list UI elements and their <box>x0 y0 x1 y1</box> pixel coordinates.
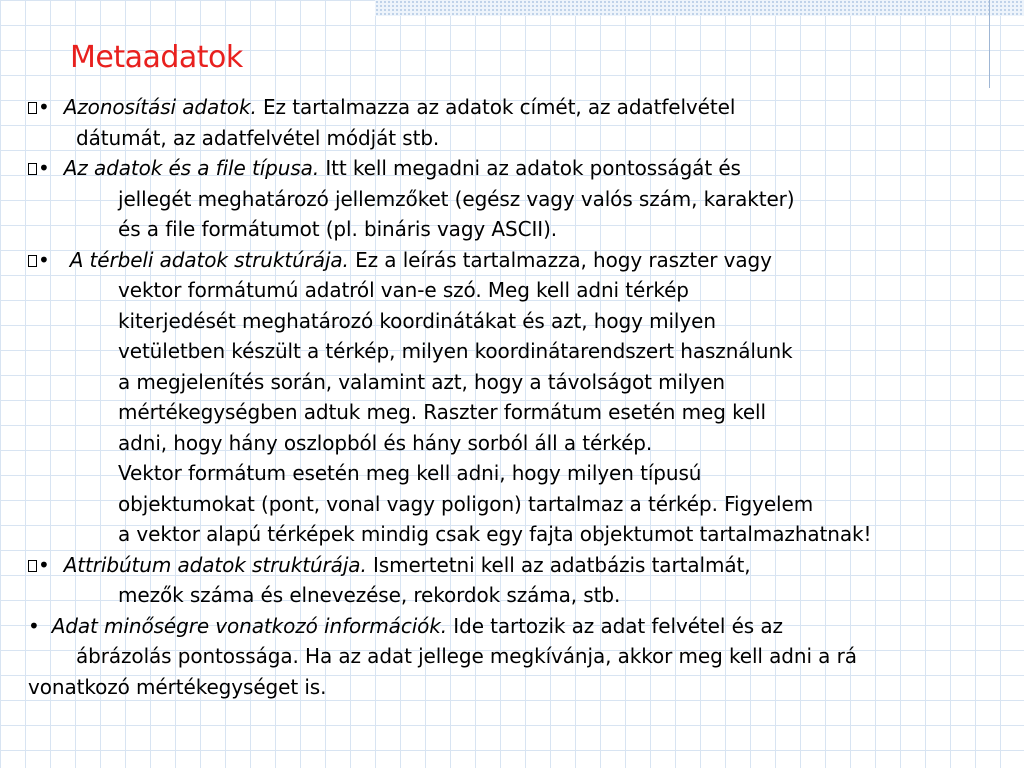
bullet-first-line <box>28 550 998 581</box>
bullet-attribute-structure <box>28 550 998 611</box>
bullet-continuation: kiterjedését meghatározó koordinátákat és azt, hogy milyen <box>118 308 716 333</box>
missing-glyph-icon <box>28 255 37 267</box>
bullet-dot: • <box>38 95 50 119</box>
bullet-text: Ide tartozik az adat felvétel és az <box>447 613 783 638</box>
bullet-heading: A térbeli adatok struktúrája. <box>69 247 349 272</box>
bullet-text: Ez a leírás tartalmazza, hogy raszter vagy <box>348 247 772 272</box>
bullet-data-quality <box>28 611 998 703</box>
bullet-text: Ez tartalmazza az adatok címét, az adatfelvétel <box>256 95 736 119</box>
missing-glyph-icon <box>28 560 37 572</box>
bullet-dot: • <box>38 156 50 180</box>
bullet-continuation: vonatkozó mértékegységet is. <box>28 674 327 699</box>
bullet-heading: Az adatok és a file típusa. <box>63 156 320 180</box>
slide-title: Metaadatok <box>70 40 243 75</box>
bullet-continuation: mértékegységben adtuk meg. Raszter formátum esetén meg kell <box>118 400 766 424</box>
bullet-heading: Azonosítási adatok. <box>63 95 257 119</box>
bullet-continuation: objektumokat (pont, vonal vagy poligon) tartalmaz a térkép. Figyelem <box>118 491 814 516</box>
missing-glyph-icon <box>28 163 37 175</box>
bullet-dot: • <box>38 247 50 272</box>
slide-content <box>28 92 998 702</box>
bullet-continuation: vetületben készült a térkép, milyen koordinátarendszert használunk <box>118 339 793 363</box>
top-decorative-band <box>375 0 1024 16</box>
bullet-dot: • <box>38 552 50 577</box>
right-decorative-line <box>989 0 990 88</box>
bullet-continuation: és a file formátumot (pl. bináris vagy ASCII). <box>118 217 558 241</box>
bullet-heading: Adat minőségre vonatkozó információk. <box>51 613 448 638</box>
bullet-first-line <box>28 611 998 642</box>
bullet-continuation: jellegét meghatározó jellemzőket (egész vagy valós szám, karakter) <box>118 186 795 211</box>
bullet-first-line <box>28 245 998 276</box>
bullet-dot: • <box>28 613 40 638</box>
bullet-continuation: a megjelenítés során, valamint azt, hogy a távolságot milyen <box>118 369 725 394</box>
bullet-identification <box>28 92 998 153</box>
bullet-first-line <box>28 92 998 123</box>
missing-glyph-icon <box>28 102 37 114</box>
bullet-continuation: vektor formátumú adatról van-e szó. Meg kell adni térkép <box>118 278 689 302</box>
bullet-heading: Attribútum adatok struktúrája. <box>63 552 367 577</box>
bullet-text: Ismertetni kell az adatbázis tartalmát, <box>366 552 751 577</box>
bullet-continuation: adni, hogy hány oszlopból és hány sorból áll a térkép. <box>118 430 653 455</box>
bullet-continuation: a vektor alapú térképek mindig csak egy fajta objektumot tartalmazhatnak! <box>118 522 872 546</box>
bullet-text: Itt kell megadni az adatok pontosságát és <box>319 156 741 180</box>
bullet-data-and-file-type <box>28 153 998 245</box>
bullet-continuation: mezők száma és elnevezése, rekordok száma, stb. <box>118 583 621 607</box>
bullet-continuation: dátumát, az adatfelvétel módját stb. <box>76 125 440 150</box>
bullet-spatial-structure <box>28 245 998 550</box>
bullet-continuation: ábrázolás pontossága. Ha az adat jellege megkívánja, akkor meg kell adni a rá <box>76 644 857 668</box>
bullet-first-line <box>28 153 998 184</box>
bullet-continuation: Vektor formátum esetén meg kell adni, hogy milyen típusú <box>118 461 702 485</box>
